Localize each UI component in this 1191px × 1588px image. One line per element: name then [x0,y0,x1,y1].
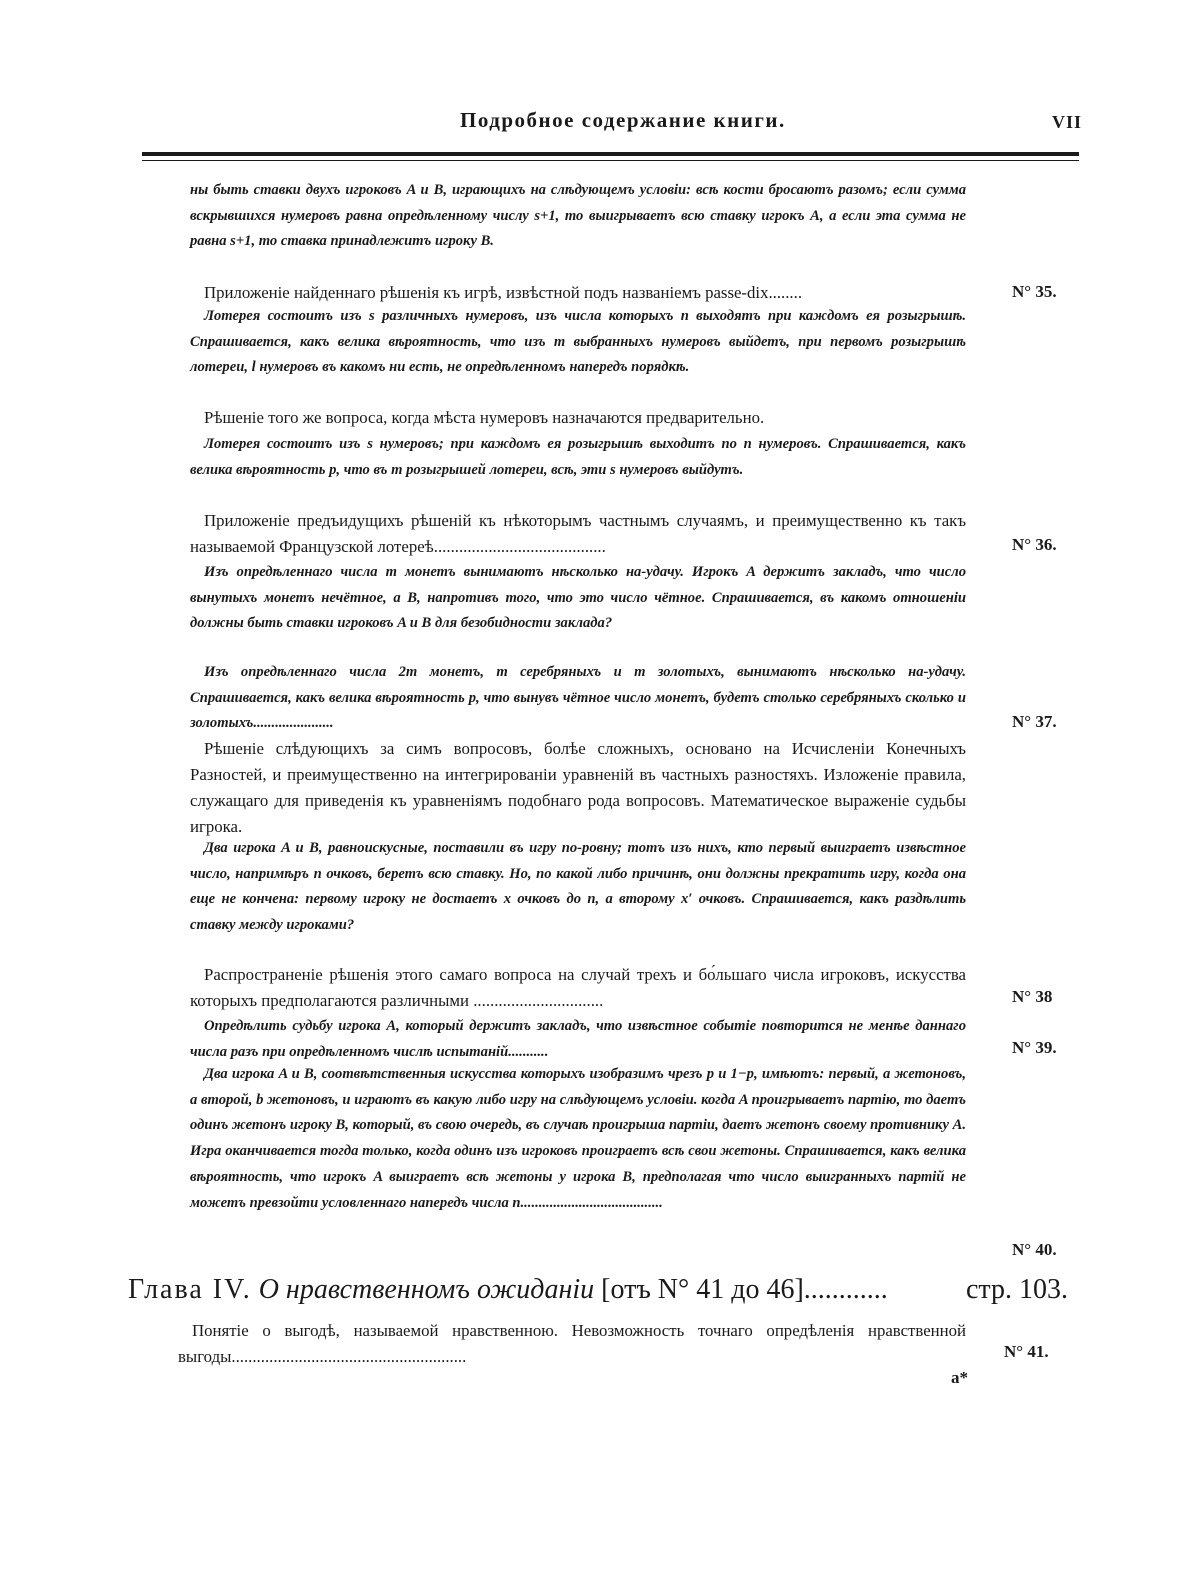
ref-number-40: N° 40. [1012,1240,1057,1259]
ref-number-41: N° 41. [1004,1342,1049,1361]
header-rule [142,152,1079,156]
paragraph-lottery-all-numbers: Лотерея состоитъ изъ s нумеровъ; при каждомъ ея розыгрышѣ выходитъ по n нумеровъ. Спрашивается, какъ велика вѣроятность p, что въ m розыгрышей лотереи, всѣ, эти s нумеровъ выйдутъ. [190,436,966,478]
ref-number-37: N° 37. [1012,712,1057,731]
chapter-page: стр. 103. [965,1274,1068,1305]
paragraph-coin-problem: Изъ опредѣленнаго числа m монетъ вынимаютъ нѣсколько на-удачу. Игрокъ A держитъ закладъ, что число вынутыхъ монетъ нечётное, а B, напротивъ того, что это число чётное. Спрашивается, въ какомъ отношеніи должны быть ставки игроковъ A и B для безобидности заклада? [190,564,966,632]
paragraph-passe-dix: Приложеніе найденнаго рѣшенія къ игрѣ, извѣстной подъ названіемъ passe-dix........ [204,283,803,302]
ref-number-38: N° 38 [1012,987,1053,1006]
header-rule-thin [142,160,1079,161]
paragraph-silver-gold-coins: Изъ опредѣленнаго числа 2m монетъ, m серебряныхъ и m золотыхъ, вынимаютъ нѣсколько на-удачу. Спрашивается, какъ велика вѣроятность p, что вынувъ чётное число монетъ, будетъ столько серебряныхъ сколько и золотыхъ...................... [190,664,966,732]
ref-number-39: N° 39. [1012,1038,1057,1057]
paragraph-lottery-problem: Лотерея состоитъ изъ s различныхъ нумеровъ, изъ числа которыхъ n выходятъ при каждомъ ея розыгрышѣ. Спрашивается, какъ велика вѣроятность, что изъ m выбранныхъ нумеровъ выйдетъ, при первомъ розыгрышѣ лотереи, l нумеровъ въ какомъ ни есть, не опредѣленномъ напередъ порядкѣ. [190,308,966,376]
paragraph-tokens-game: Два игрока A и B, соотвѣтственныя искусства которыхъ изобразимъ чрезъ p и 1−p, имѣютъ: первый, a жетоновъ, а второй, b жетоновъ, и играютъ въ какую либо игру на слѣдующемъ условіи. когда A проигрываетъ партію, то даетъ одинъ жетонъ игроку B, который, въ свою очередь, въ случаѣ проигрыша партіи, даетъ жетонъ своему противнику A. Игра оканчивается тогда только, когда одинъ изъ игроковъ проиграетъ всѣ свои жетоны. Спрашивается, какъ велика вѣроятность, что игрокъ A выиграетъ всѣ жетоны у игрока B, предполагая что число выигранныхъ партій не можетъ превзойти условленнаго напередъ числа n....................................... [190,1066,966,1211]
ref-number-35: N° 35. [1012,282,1057,301]
chapter-range: [отъ N° 41 до 46]............ [601,1274,888,1305]
signature-mark: a* [951,1368,968,1387]
chapter-heading [128,1272,1068,1308]
running-header-title: Подробное содержание книги. [460,108,786,132]
chapter-label: Глава IV. [128,1274,252,1305]
paragraph-player-fate: Опредѣлить судьбу игрока A, который держитъ закладъ, что извѣстное событіе повторится не менѣе даннаго числа разъ при опредѣленномъ числѣ испытаній........... [190,1018,966,1060]
paragraph-dice-problem: ны быть ставки двухъ игроковъ A и B, играющихъ на слѣдующемъ условіи: всѣ кости бросаютъ разомъ; если сумма вскрывшихся нумеровъ равна опредѣленному числу s+1, то выигрываетъ всю ставку игрокъ A, а если эта сумма не равна s+1, то ставка принадлежитъ игроку B. [190,182,966,250]
chapter-title: О нравственномъ ожиданіи [258,1274,595,1305]
ref-number-36: N° 36. [1012,535,1057,554]
paragraph-french-lottery: Приложеніе предъидущихъ рѣшеній къ нѣкоторымъ частнымъ случаямъ, и преимущественно къ такъ называемой Французской лотереѣ......................................... [190,511,966,556]
paragraph-lottery-solution: Рѣшеніе того же вопроса, когда мѣста нумеровъ назначаются предварительно. [204,408,765,427]
paragraph-three-players: Распространеніе рѣшенія этого самаго вопроса на случай трехъ и бо́льшаго числа игроковъ, искусства которыхъ предполагаются различными ............................... [190,965,966,1010]
paragraph-two-players-stake: Два игрока A и B, равноискусные, поставили въ игру по-ровну; тотъ изъ нихъ, кто первый выиграетъ извѣстное число, напримѣръ n очковъ, беретъ всю ставку. Но, по какой либо причинѣ, они должны прекратить игру, когда она еще не кончена: первому игроку не достаетъ x очковъ до n, а второму x′ очковъ. Спрашивается, какъ раздѣлить ставку между игроками? [190,840,966,934]
paragraph-finite-differences: Рѣшеніе слѣдующихъ за симъ вопросовъ, болѣе сложныхъ, основано на Исчисленіи Конечныхъ Разностей, и преимущественно на интегрированіи уравненій въ частныхъ разностяхъ. Изложеніе правила, служащаго для приведенія къ уравненіямъ подобнаго рода вопросовъ. Математическое выраженіе судьбы игрока. [190,739,966,836]
page-number: VII [1052,112,1083,132]
paragraph-moral-gain: Понятіе о выгодѣ, называемой нравственною. Невозможность точнаго опредѣленія нравственной выгоды........................................................ [178,1321,966,1366]
